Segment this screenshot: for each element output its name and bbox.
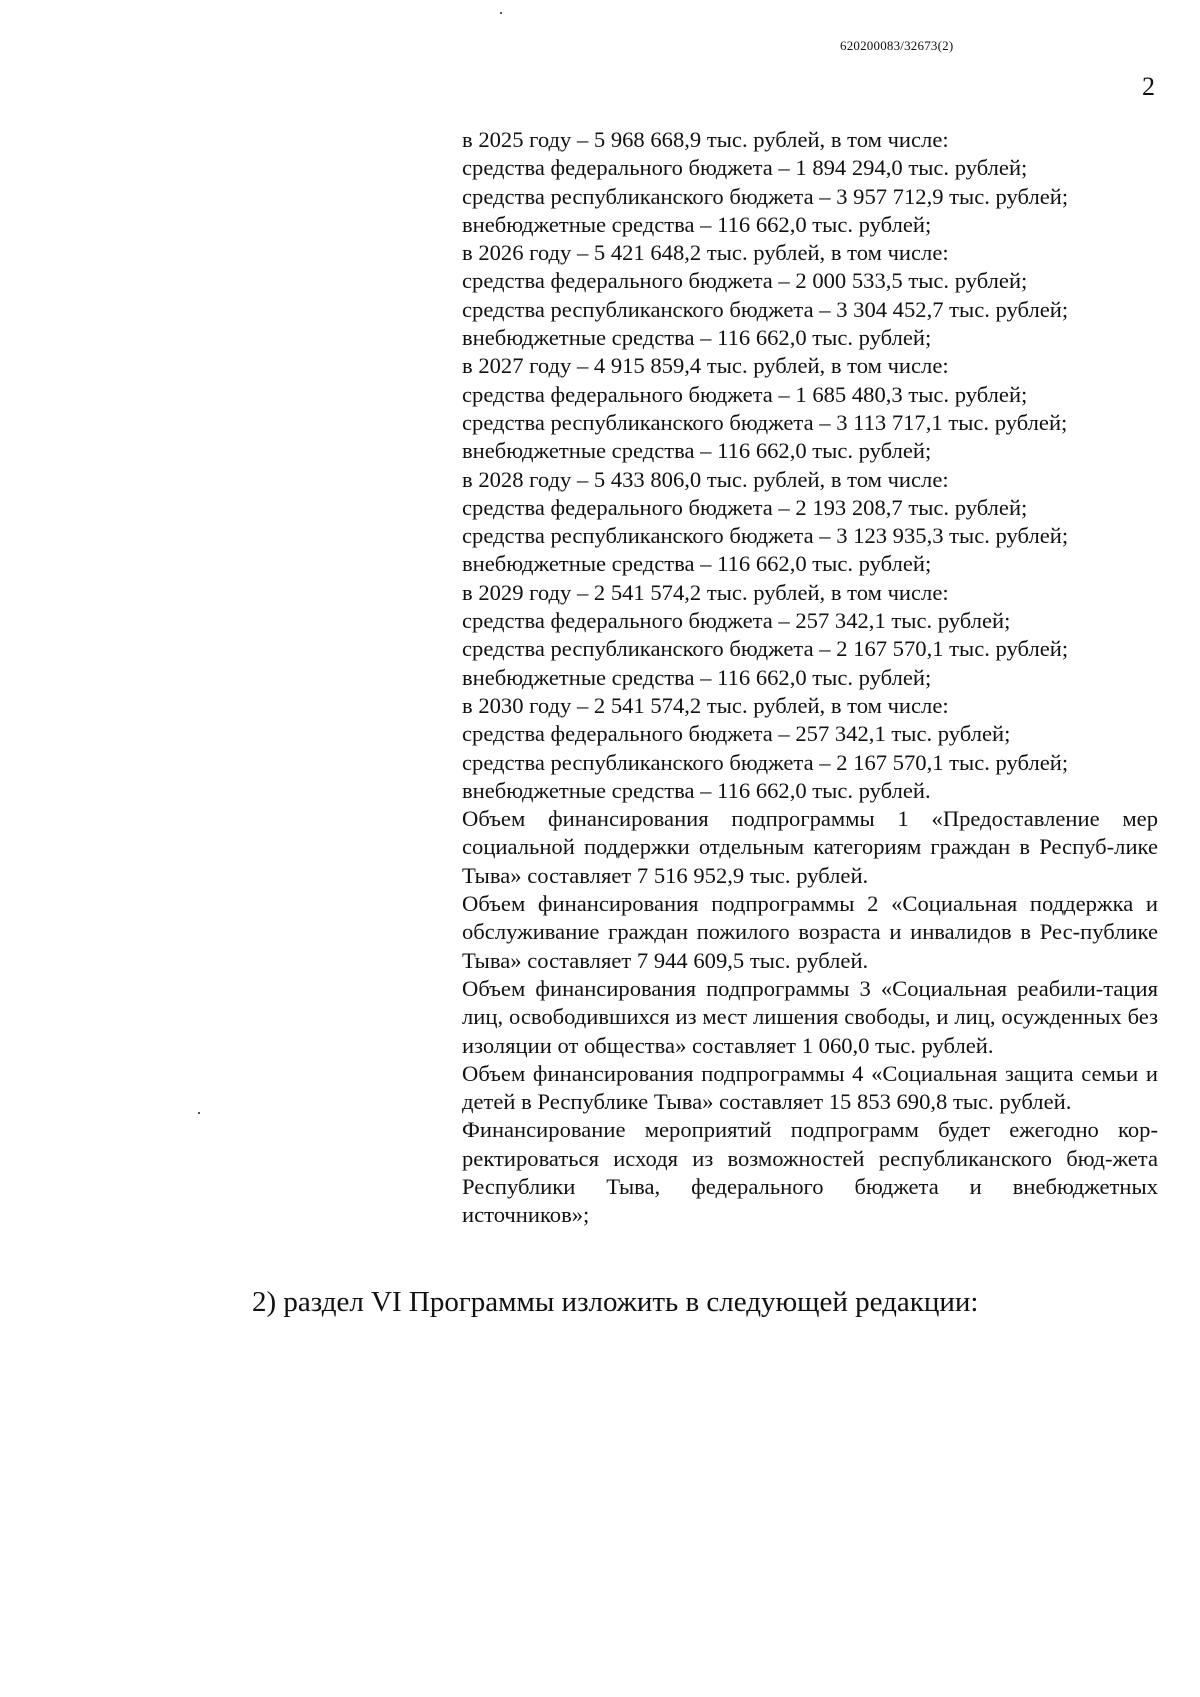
text-line: средства федерального бюджета – 1 894 294,0 тыс. рублей; (462, 155, 1028, 181)
scan-speck (500, 12, 502, 14)
text-line: в 2030 году – 2 541 574,2 тыс. рублей, в том числе: (462, 692, 949, 718)
text-line: внебюджетные средства – 116 662,0 тыс. рублей; (462, 211, 932, 237)
text-line: в 2026 году – 5 421 648,2 тыс. рублей, в том числе: (462, 240, 949, 266)
text-line: в 2028 году – 5 433 806,0 тыс. рублей, в том числе: (462, 466, 949, 492)
text-line: средства федерального бюджета – 2 193 208,7 тыс. рублей; (462, 494, 1028, 520)
text-line: внебюджетные средства – 116 662,0 тыс. рублей; (462, 325, 932, 351)
text-line: в 2027 году – 4 915 859,4 тыс. рублей, в том числе: (462, 353, 949, 379)
text-line: средства республиканского бюджета – 2 167 570,1 тыс. рублей; (462, 636, 1069, 662)
text-line: средства федерального бюджета – 1 685 480,3 тыс. рублей; (462, 381, 1028, 407)
section-amendment-line: 2) раздел VI Программы изложить в следующей редакции: (252, 1286, 979, 1318)
text-line: средства федерального бюджета – 2 000 533,5 тыс. рублей; (462, 268, 1028, 294)
text-line: средства республиканского бюджета – 3 304 452,7 тыс. рублей; (462, 296, 1069, 322)
scan-speck (198, 1112, 200, 1114)
text-line: средства республиканского бюджета – 3 113 717,1 тыс. рублей; (462, 409, 1068, 435)
text-line: внебюджетные средства – 116 662,0 тыс. рублей; (462, 551, 932, 577)
text-line: средства федерального бюджета – 257 342,1 тыс. рублей; (462, 721, 1011, 747)
text-line: в 2029 году – 2 541 574,2 тыс. рублей, в том числе: (462, 579, 949, 605)
text-line: внебюджетные средства – 116 662,0 тыс. рублей. (462, 777, 931, 803)
financing-note-paragraph: Финансирование мероприятий подпрограмм будет ежегодно кор-ректироваться исходя из возможностей республиканского бюд-жета Республики Тыва, федерального бюджета и внебюджетных источников»; (462, 1117, 1158, 1228)
text-line: средства республиканского бюджета – 3 957 712,9 тыс. рублей; (462, 183, 1069, 209)
subprogram-2-paragraph: Объем финансирования подпрограммы 2 «Социальная поддержка и обслуживание граждан пожилого возраста и инвалидов в Рес-публике Тыва» составляет 7 944 609,5 тыс. рублей. (462, 891, 1158, 973)
text-line: внебюджетные средства – 116 662,0 тыс. рублей; (462, 438, 932, 464)
subprogram-4-paragraph: Объем финансирования подпрограммы 4 «Социальная защита семьи и детей в Республике Тыва» составляет 15 853 690,8 тыс. рублей. (462, 1060, 1158, 1115)
subprogram-3-paragraph: Объем финансирования подпрограммы 3 «Социальная реабили-тация лиц, освободившихся из мест лишения свободы, и лиц, осужденных без изоляции от общества» составляет 1 060,0 тыс. рублей. (462, 975, 1158, 1058)
page-number: 2 (1142, 72, 1155, 101)
funding-text-column (462, 126, 1158, 1230)
text-line: средства республиканского бюджета – 2 167 570,1 тыс. рублей; (462, 749, 1069, 775)
text-line: средства федерального бюджета – 257 342,1 тыс. рублей; (462, 608, 1011, 634)
document-id: 620200083/32673(2) (840, 38, 954, 53)
subprogram-1-paragraph: Объем финансирования подпрограммы 1 «Предоставление мер социальной поддержки отдельным категориям граждан в Респуб-лике Тыва» составляет 7 516 952,9 тыс. рублей. (462, 806, 1158, 888)
text-line: внебюджетные средства – 116 662,0 тыс. рублей; (462, 664, 932, 690)
text-line: средства республиканского бюджета – 3 123 935,3 тыс. рублей; (462, 523, 1069, 549)
text-line: в 2025 году – 5 968 668,9 тыс. рублей, в том числе: (462, 127, 949, 152)
